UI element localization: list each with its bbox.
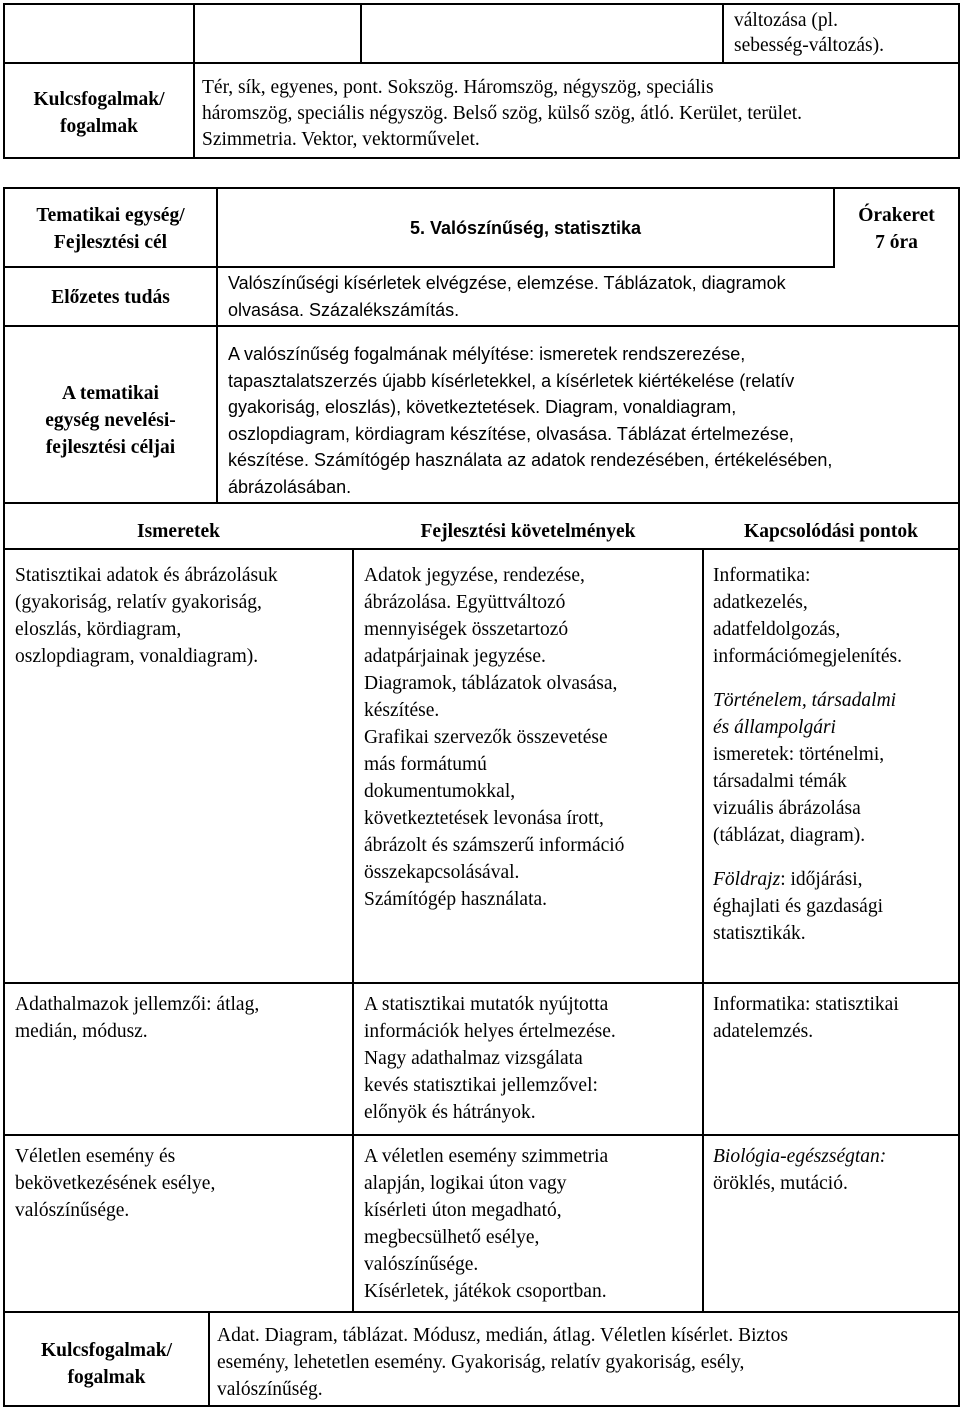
header-requirements: Fejlesztési követelmények [420,521,636,542]
unit-title: 5. Valószínűség, statisztika [409,218,642,238]
row2-knowledge: Adathalmazok jellemzői: átlag, medián, módusz. [15,994,260,1042]
unit-table-left-border [3,187,5,1407]
top-table-mid-border [3,62,960,64]
footer-key-concepts-label: Kulcsfogalmak/ fogalmak [40,1340,173,1388]
unit-table-bottom-border [3,1405,960,1407]
row3-requirements: A véletlen esemény szimmetria alapján, logikai úton vagy kísérleti úton megadható, megbecsülhető esélye, valószínűsége. Kísérletek, játékok csoportban. [364,1146,609,1302]
row1-bottom [3,982,960,984]
footer-key-concepts-text: Adat. Diagram, táblázat. Módusz, medián, átlag. Véletlen kísérlet. Biztos esemény, lehetetlen esemény. Gyakoriság, relatív gyakoriság, esély, valószínűség. [217,1325,788,1400]
row2-requirements: A statisztikai mutatók nyújtotta információk helyes értelmezése. Nagy adathalmaz vizsgálata kevés statisztikai jellemzővel: előnyök és hátrányok. [364,994,616,1123]
header-knowledge: Ismeretek [136,521,221,542]
row3-knowledge: Véletlen esemény és bekövetkezésének esélye, valószínűsége. [15,1146,216,1221]
top-table-col1-divider [193,3,195,159]
key-concepts-text: Tér, sík, egyenes, pont. Sokszög. Háromszög, négyszög, speciális háromszög, speciális négyszög. Belső szög, külső szög, átló. Kerület, terület. Szimmetria. Vektor, vektorművelet. [202,77,803,150]
continuation-line: változása (pl. [734,10,838,31]
knowledge-col-divider [352,548,354,1313]
top-table-col3-divider [722,3,724,63]
row1-connections: Informatika: adatkezelés, adatfeldolgozás, információmegjelenítés. Történelem, társadalmi és állampolgári ismeretek: történelmi, társadalmi témák vizuális ábrázolása (táblázat, diagram). Földrajz: időjárási, éghajlati és gazdasági statisztikák. [713,565,902,944]
row2-connections: Informatika: statisztikai adatelemzés. [713,994,899,1042]
prior-row-top [3,266,218,268]
unit-table-top-border [3,187,960,189]
unit-label: Tematikai egység/ Fejlesztési cél [36,205,185,253]
header-connections: Kapcsolódási pontok [744,521,918,542]
hours-cell [835,202,958,256]
prior-knowledge-label: Előzetes tudás [51,287,170,308]
goals-label: A tematikai egység nevelési- fejlesztési céljai [45,383,176,458]
row2-bottom [3,1134,960,1136]
footer-label-divider [208,1311,210,1407]
goals-row-bottom [3,502,960,504]
hours-label: Órakeret [858,205,935,226]
row3-bottom [3,1311,960,1313]
continuation-line: sebesség-változás). [734,35,884,56]
top-table-top-border [3,3,960,5]
prior-row-bottom [3,325,960,327]
header-row-bottom [3,548,960,550]
top-table-bottom-border [3,157,960,159]
prior-knowledge-text: Valószínűségi kísérletek elvégzése, elemzése. Táblázatok, diagramok olvasása. Százalékszámítás. [228,273,786,320]
goals-text: A valószínűség fogalmának mélyítése: ismeretek rendszerezése, tapasztalatszerzés újabb kísérletekkel, a kísérletek kiértékelése (relatív gyakoriság, eloszlás), következtetések. Diagram, vonaldiagram, oszlopdiagram, kördiagram készítése, olvasása. Táblázat értelmezése, készítése. Számítógép használata az adatok rendezésében, értékelésében, ábrázolásában. [228,344,833,497]
key-concepts-label: Kulcsfogalmak/ fogalmak [33,89,165,137]
continuation-cell [734,8,954,58]
requirements-col-divider [702,548,704,1313]
hours-value: 7 óra [875,232,918,253]
row1-knowledge: Statisztikai adatok és ábrázolásuk (gyakoriság, relatív gyakoriság, eloszlás, kördiagram, oszlopdiagram, vonaldiagram). [15,565,278,667]
row1-requirements: Adatok jegyzése, rendezése, ábrázolása. Együttváltozó mennyiségek összetartozó adatpárjainak jegyzése. Diagramok, táblázatok olvasása, készítése. Grafikai szervezők összevetése más formátumú dokumentumokkal, következtetések levonása írott, ábrázolt és számszerű információ összekapcsolásával. Számítógép használata. [364,565,625,910]
row3-connections: Biológia-egészségtan: öröklés, mutáció. [713,1146,887,1194]
top-table-col2-divider [360,3,362,63]
subject-geography: Földrajz [713,869,781,890]
